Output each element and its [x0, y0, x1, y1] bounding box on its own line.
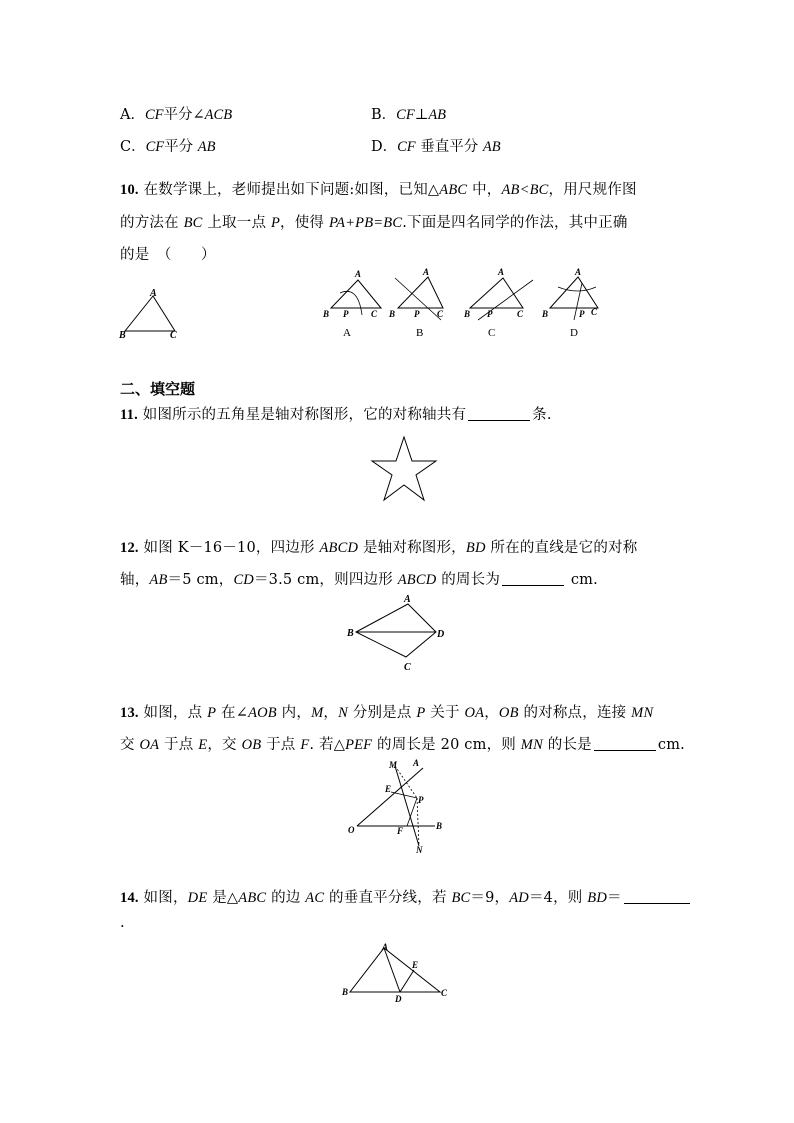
text: AB	[149, 572, 168, 588]
choice-c-figure	[463, 267, 533, 339]
text: 的对称点，连接	[518, 705, 632, 721]
q12-line2	[120, 568, 598, 589]
q10-line1	[120, 178, 637, 199]
text: 如图 K－16－10，四边形	[138, 540, 320, 556]
text: 是△	[207, 890, 239, 906]
choice-label: B	[416, 327, 424, 339]
text: CD	[233, 572, 254, 588]
svg-text:B: B	[436, 821, 443, 831]
angle-figure	[345, 756, 455, 856]
text: E	[198, 737, 208, 753]
option-text: 垂直平分	[415, 139, 483, 155]
text: ＝	[607, 890, 622, 906]
text: ，	[484, 705, 499, 721]
q10-triangle-figure	[115, 285, 195, 345]
svg-text:C: C	[437, 309, 444, 319]
svg-text:B: B	[342, 987, 349, 997]
text: F	[300, 737, 310, 753]
text: 如图所示的五角星是轴对称图形，它的对称轴共有	[137, 407, 467, 423]
option-text: CF	[396, 107, 415, 123]
svg-text:C: C	[517, 309, 524, 319]
text: 关于	[425, 705, 465, 721]
text: cm.	[657, 737, 685, 753]
text: 于点	[159, 737, 199, 753]
svg-text:P: P	[418, 795, 424, 805]
option-label: C．	[120, 139, 146, 155]
svg-text:A: A	[413, 758, 420, 768]
text: AD	[509, 890, 529, 906]
q12-line1	[120, 536, 637, 557]
svg-text:B: B	[464, 309, 471, 319]
text: 上取一点	[202, 215, 271, 231]
text: PEF	[345, 737, 373, 753]
text: 的垂直平分线，若	[324, 890, 452, 906]
q13-line1	[120, 701, 653, 722]
text: ABCD	[319, 540, 359, 556]
text: 的周长是 20 cm，则	[372, 737, 521, 753]
svg-text:C: C	[591, 307, 598, 317]
question-number: 14.	[120, 890, 139, 906]
text: ＝4，则	[528, 890, 588, 906]
svg-text:B: B	[542, 309, 549, 319]
svg-text:D: D	[437, 629, 445, 640]
q11-line1	[120, 403, 552, 424]
text: 是轴对称图形，	[358, 540, 466, 556]
svg-text:P: P	[414, 309, 420, 319]
text: 中，	[467, 182, 502, 198]
text: ，用尺规作图	[548, 182, 637, 198]
text: ＝5 cm，	[167, 572, 234, 588]
question-number: 10.	[120, 182, 139, 198]
option-text: CF	[145, 139, 165, 155]
text: .下面是四名同学的作法，其中正确	[402, 215, 628, 231]
text: 交	[120, 737, 140, 753]
text: AB<BC	[501, 182, 549, 198]
text: 内，	[276, 705, 312, 721]
answer-blank[interactable]	[502, 571, 564, 586]
choice-label: C	[488, 327, 496, 339]
choice-b-figure	[388, 267, 444, 339]
svg-text:P: P	[487, 309, 493, 319]
svg-text:D: D	[395, 994, 402, 1004]
text: BC	[183, 215, 203, 231]
text: N	[338, 705, 348, 721]
quadrilateral-figure	[342, 592, 452, 672]
text: MN	[520, 737, 543, 753]
question-number: 13.	[120, 705, 139, 721]
svg-text:F: F	[397, 826, 404, 836]
option-text: AB	[197, 139, 216, 155]
text: AOB	[248, 705, 277, 721]
text: DE	[187, 890, 208, 906]
text: 如图，	[138, 890, 188, 906]
svg-text:B: B	[323, 309, 330, 319]
text: ，	[323, 705, 339, 721]
svg-text:C: C	[170, 330, 177, 341]
svg-text:M: M	[389, 760, 398, 770]
choice-d-figure	[541, 267, 598, 339]
option-d	[371, 135, 501, 156]
text: ，交	[207, 737, 242, 753]
text: PA+PB=BC	[328, 215, 403, 231]
text: BD	[587, 890, 608, 906]
text: 的长是	[542, 737, 592, 753]
q13-line2	[120, 733, 685, 754]
text: 如图，点	[138, 705, 208, 721]
svg-text:B: B	[119, 330, 126, 341]
svg-text:O: O	[348, 825, 355, 835]
svg-text:A: A	[150, 288, 157, 299]
answer-blank[interactable]	[468, 406, 530, 421]
option-label: D．	[371, 139, 398, 155]
text: 在数学课上，老师提出如下问题:如图，已知△	[138, 182, 440, 198]
q14-line1	[120, 886, 692, 907]
text: 的是 （ ）	[120, 247, 216, 263]
option-a	[120, 103, 232, 124]
svg-text:E: E	[385, 784, 392, 794]
text: . 若△	[309, 737, 346, 753]
text: P	[270, 215, 281, 231]
option-label: A．	[120, 107, 145, 123]
svg-text:C: C	[441, 988, 448, 998]
text: ABC	[439, 182, 468, 198]
option-text: ⊥	[414, 107, 429, 123]
svg-text:C: C	[371, 309, 378, 319]
text: 的方法在	[120, 215, 184, 231]
svg-text:P: P	[343, 309, 349, 319]
text: cm.	[566, 572, 598, 588]
question-number: 11.	[120, 407, 138, 423]
q14-line2	[120, 915, 125, 931]
svg-text:P: P	[579, 309, 585, 319]
text: 条.	[532, 407, 552, 423]
svg-text:N: N	[416, 845, 423, 855]
svg-text:B: B	[347, 628, 354, 639]
option-text: CF	[397, 139, 416, 155]
section-title: 二、填空题	[120, 380, 196, 398]
text: P	[416, 705, 426, 721]
q10-line3	[120, 243, 216, 264]
text: 的边	[266, 890, 306, 906]
svg-text:A: A	[498, 267, 505, 277]
text: 于点	[261, 737, 301, 753]
text: P	[207, 705, 217, 721]
choice-label: D	[570, 327, 578, 339]
text: ABCD	[397, 572, 437, 588]
text: M	[311, 705, 324, 721]
text: 所在的直线是它的对称	[485, 540, 638, 556]
text: 分别是点	[347, 705, 417, 721]
svg-text:C: C	[404, 662, 411, 672]
svg-text:A: A	[423, 267, 430, 277]
svg-text:A: A	[404, 594, 411, 605]
text: MN	[631, 705, 654, 721]
text: 轴，	[120, 572, 150, 588]
triangle-bisector-figure	[340, 940, 455, 1005]
svg-text:A: A	[575, 267, 582, 277]
text: .	[120, 915, 125, 931]
text: OB	[498, 705, 519, 721]
text: 在∠	[216, 705, 249, 721]
text: OA	[139, 737, 160, 753]
q10-line2	[120, 211, 628, 232]
option-c	[120, 135, 215, 156]
option-text: 平分	[164, 139, 198, 155]
option-text: CF	[144, 107, 164, 123]
text: AC	[305, 890, 325, 906]
option-label: B．	[371, 107, 397, 123]
svg-text:E: E	[412, 960, 419, 970]
text: ABC	[238, 890, 267, 906]
choice-label: A	[343, 327, 351, 339]
option-b	[371, 103, 446, 124]
answer-blank[interactable]	[624, 889, 690, 904]
text: BC	[451, 890, 471, 906]
text: OA	[464, 705, 485, 721]
text: 的周长为	[436, 572, 501, 588]
svg-text:A: A	[355, 269, 362, 279]
option-text: 平分∠	[163, 107, 205, 123]
q10-choices-figure	[318, 265, 608, 345]
text: BD	[465, 540, 486, 556]
svg-text:A: A	[382, 942, 389, 952]
question-number: 12.	[120, 540, 139, 556]
choice-a-figure	[322, 269, 381, 339]
star-figure	[370, 434, 440, 504]
svg-text:B: B	[389, 309, 396, 319]
text: ＝3.5 cm，则四边形	[253, 572, 398, 588]
option-text: AB	[482, 139, 501, 155]
text: ，使得	[280, 215, 329, 231]
option-text: AB	[428, 107, 447, 123]
answer-blank[interactable]	[594, 736, 656, 751]
text: ＝9，	[470, 890, 510, 906]
text: OB	[241, 737, 262, 753]
option-text: ACB	[204, 107, 233, 123]
